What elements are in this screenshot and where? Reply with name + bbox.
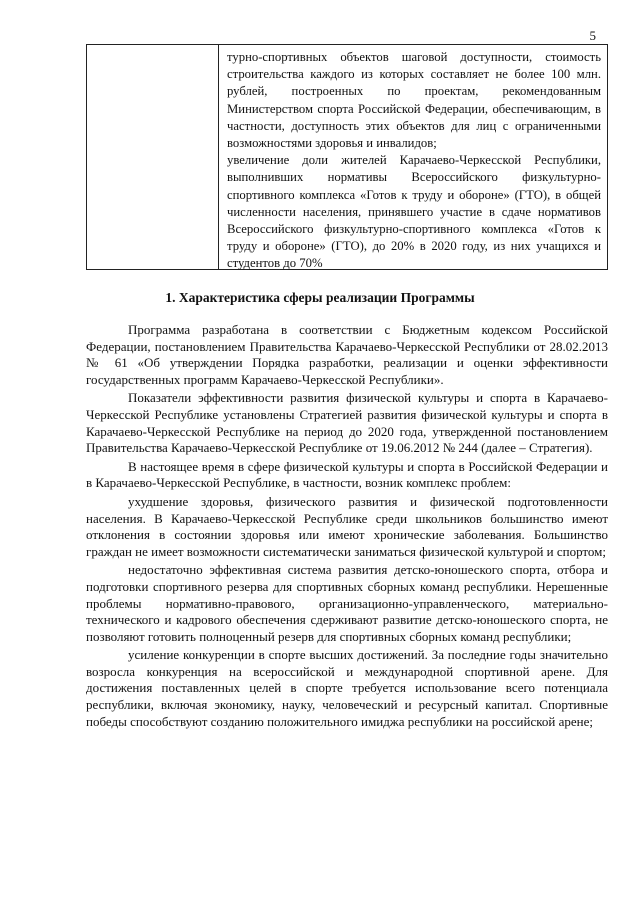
- problem-item: недостаточно эффективная система развития детско-юношеского спорта, отбора и подготовки спортивного резерва для спортивных сборных команд республики. Нерешенные проблемы нормативно-правового, организационно-управленческого, материально-технического и кадрового обеспечения сдерживают развитие детско-юношеского спорта, не позволяют готовить полноценный резерв для спортивных сборных команд республики;: [86, 562, 608, 644]
- problem-item: ухудшение здоровья, физического развития и физической подготовленности населения. В Карачаево-Черкесской Республике среди школьников большинство имеют отклонения в состоянии здоровья или имеют хронические заболевания. Большинство граждан не имеет возможности систематически заниматься физической культурой и спортом;: [86, 493, 608, 559]
- table-paragraph: увеличение доли жителей Карачаево-Черкесской Республики, выполнивших нормативы Всероссийского физкультурно-спортивного комплекса «Готов к труду и обороне» (ГТО), в общей численности населения, принявшего участие в сдаче нормативов Всероссийского физкультурно-спортивного комплекса «Готов к труду и обороне» (ГТО), до 20% в 2020 году, из них учащихся и студентов до 70%: [227, 153, 601, 271]
- section-heading: 1. Характеристика сферы реализации Программы: [165, 290, 475, 305]
- problem-item: усиление конкуренции в спорте высших достижений. За последние годы значительно возросла конкуренция на всероссийской и международной спортивной арене. Для достижения поставленных целей в спорте требуется использование всего потенциала республики, включая экономику, науку, человеческий и ресурсный капитал. Спортивные победы способствуют созданию положительного имиджа республики на российской арене;: [86, 647, 608, 729]
- table-paragraph: турно-спортивных объектов шаговой доступности, стоимость строительства каждого из которых составляет не более 100 млн. рублей, построенных по проектам, рекомендованным Министерством спорта Российской Федерации, обеспечивающим, в частности, доступность этих объектов для лиц с ограниченными возможностями здоровья и инвалидов;: [227, 50, 601, 151]
- section-body: [86, 322, 608, 732]
- continued-table: [86, 44, 608, 270]
- body-paragraph: Показатели эффективности развития физической культуры и спорта в Карачаево-Черкесской Республике установлены Стратегией развития физической культуры и спорта в Карачаево-Черкесской Республике на период до 2020 года, утвержденной постановлением Правительства Карачаево-Черкесской Республике от 19.06.2012 № 244 (далее – Стратегия).: [86, 390, 608, 456]
- body-paragraph: Программа разработана в соответствии с Бюджетным кодексом Российской Федерации, постановлением Правительства Карачаево-Черкесской Республики от 28.02.2013 № 61 «Об утверждении Порядка разработки, реализации и оценки эффективности государственных программ Карачаево-Черкесской Республики».: [86, 322, 608, 387]
- page-number: 5: [589, 28, 596, 43]
- table-left-cell: [87, 45, 219, 269]
- table-right-cell: [219, 45, 607, 269]
- body-paragraph: В настоящее время в сфере физической культуры и спорта в Российской Федерации и в Карачаево-Черкесской Республике, в частности, возник комплекс проблем:: [86, 458, 608, 491]
